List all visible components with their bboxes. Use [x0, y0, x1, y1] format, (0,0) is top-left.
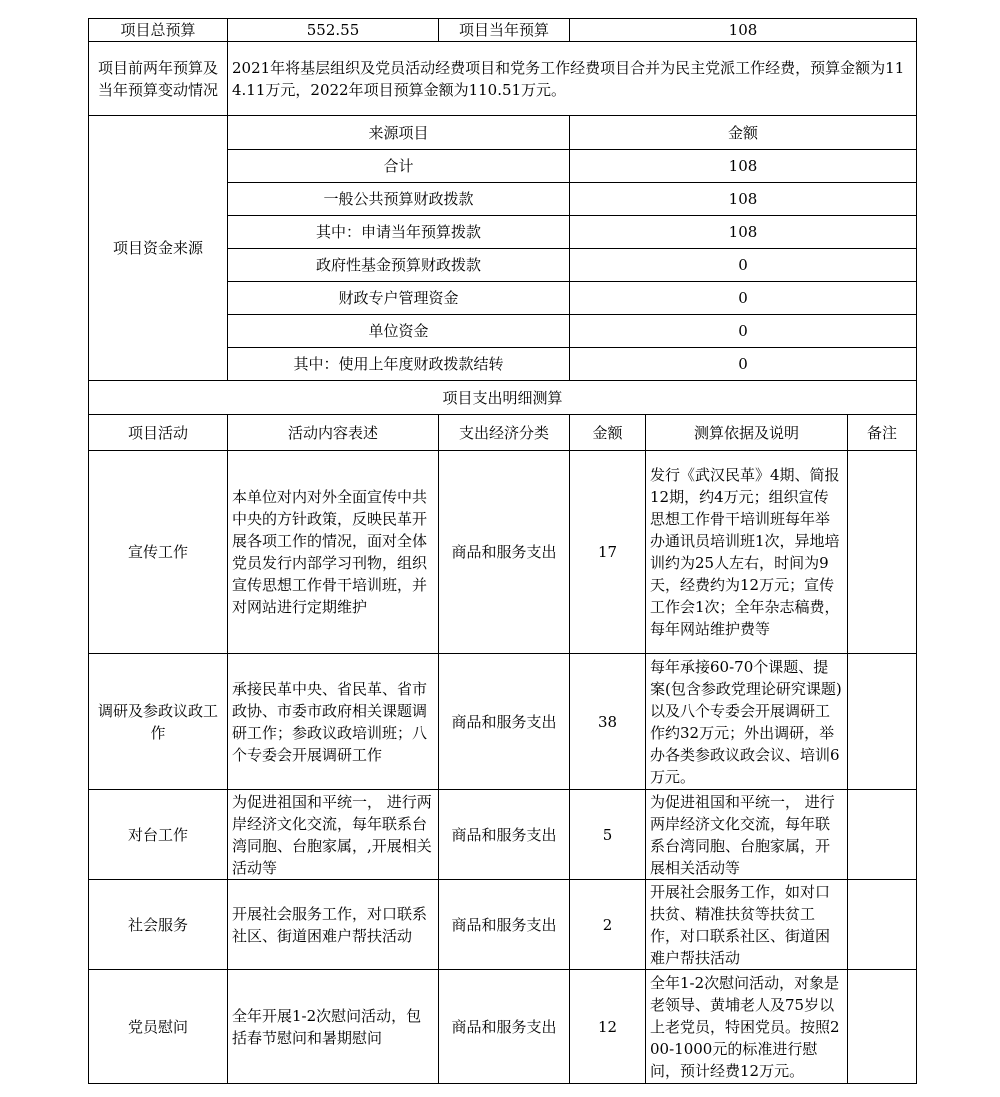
detail-title: 项目支出明细测算	[89, 381, 917, 415]
funding-amount: 108	[570, 150, 917, 183]
funding-source: 财政专户管理资金	[228, 282, 570, 315]
activity-note	[848, 451, 917, 654]
activity-category: 商品和服务支出	[439, 451, 570, 654]
activity-content: 全年开展1-2次慰问活动，包括春节慰问和暑期慰问	[228, 970, 439, 1084]
funding-source: 一般公共预算财政拨款	[228, 183, 570, 216]
funding-amount: 108	[570, 183, 917, 216]
current-budget-label: 项目当年预算	[439, 19, 570, 42]
activity-content: 为促进祖国和平统一， 进行两岸经济文化交流，每年联系台湾同胞、台胞家属，,开展相关活动等	[228, 790, 439, 880]
detail-row	[89, 451, 917, 654]
header-category: 支出经济分类	[439, 415, 570, 451]
funding-amount: 0	[570, 315, 917, 348]
funding-amount: 108	[570, 216, 917, 249]
funding-source: 政府性基金预算财政拨款	[228, 249, 570, 282]
budget-table	[88, 18, 917, 1084]
funding-header-row	[89, 116, 917, 150]
activity-basis: 开展社会服务工作，如对口扶贫、精准扶贫等扶贫工作，对口联系社区、街道困难户帮扶活动	[646, 880, 848, 970]
funding-label: 项目资金来源	[89, 116, 228, 381]
activity-basis: 为促进祖国和平统一， 进行两岸经济文化交流，每年联系台湾同胞、台胞家属，开展相关活动等	[646, 790, 848, 880]
activity-category: 商品和服务支出	[439, 654, 570, 790]
activity-note	[848, 880, 917, 970]
activity-category: 商品和服务支出	[439, 970, 570, 1084]
detail-row	[89, 790, 917, 880]
current-budget-value: 108	[570, 19, 917, 42]
activity-basis: 每年承接60-70个课题、提案(包含参政党理论研究课题)以及八个专委会开展调研工作约32万元；外出调研，举办各类参政议政会议、培训6万元。	[646, 654, 848, 790]
funding-amount: 0	[570, 348, 917, 381]
detail-header-row	[89, 415, 917, 451]
header-activity: 项目活动	[89, 415, 228, 451]
activity-amount: 2	[570, 880, 646, 970]
header-basis: 测算依据及说明	[646, 415, 848, 451]
activity-name: 调研及参政议政工作	[89, 654, 228, 790]
total-budget-value: 552.55	[228, 19, 439, 42]
funding-amount: 0	[570, 282, 917, 315]
activity-name: 党员慰问	[89, 970, 228, 1084]
activity-name: 社会服务	[89, 880, 228, 970]
activity-category: 商品和服务支出	[439, 790, 570, 880]
activity-amount: 5	[570, 790, 646, 880]
activity-basis: 发行《武汉民革》4期、简报12期，约4万元；组织宣传思想工作骨干培训班每年举办通讯员培训班1次，异地培训约为25人左右，时间为9天，经费约为12万元；宣传工作会1次；全年杂志稿费，每年网站维护费等	[646, 451, 848, 654]
header-amount: 金额	[570, 415, 646, 451]
activity-amount: 38	[570, 654, 646, 790]
total-budget-label: 项目总预算	[89, 19, 228, 42]
activity-note	[848, 970, 917, 1084]
funding-source: 其中：申请当年预算拨款	[228, 216, 570, 249]
activity-name: 宣传工作	[89, 451, 228, 654]
funding-amount: 0	[570, 249, 917, 282]
detail-row	[89, 970, 917, 1084]
activity-category: 商品和服务支出	[439, 880, 570, 970]
activity-name: 对台工作	[89, 790, 228, 880]
funding-header-amount: 金额	[570, 116, 917, 150]
change-label: 项目前两年预算及当年预算变动情况	[89, 42, 228, 116]
funding-source: 合计	[228, 150, 570, 183]
activity-amount: 12	[570, 970, 646, 1084]
activity-note	[848, 654, 917, 790]
detail-title-row	[89, 381, 917, 415]
activity-amount: 17	[570, 451, 646, 654]
summary-row	[89, 19, 917, 42]
activity-content: 开展社会服务工作，对口联系社区、街道困难户帮扶活动	[228, 880, 439, 970]
activity-content: 承接民革中央、省民革、省市政协、市委市政府相关课题调研工作；参政议政培训班；八个专委会开展调研工作	[228, 654, 439, 790]
detail-row	[89, 654, 917, 790]
change-text: 2021年将基层组织及党员活动经费项目和党务工作经费项目合并为民主党派工作经费，预算金额为114.11万元，2022年项目预算金额为110.51万元。	[228, 42, 917, 116]
funding-source: 单位资金	[228, 315, 570, 348]
funding-header-source: 来源项目	[228, 116, 570, 150]
header-content: 活动内容表述	[228, 415, 439, 451]
funding-source: 其中：使用上年度财政拨款结转	[228, 348, 570, 381]
detail-row	[89, 880, 917, 970]
change-row	[89, 42, 917, 116]
header-note: 备注	[848, 415, 917, 451]
activity-basis: 全年1-2次慰问活动，对象是老领导、黄埔老人及75岁以上老党员，特困党员。按照200-1000元的标准进行慰问，预计经费12万元。	[646, 970, 848, 1084]
activity-note	[848, 790, 917, 880]
activity-content: 本单位对内对外全面宣传中共中央的方针政策，反映民革开展各项工作的情况，面对全体党员发行内部学习刊物，组织宣传思想工作骨干培训班，并对网站进行定期维护	[228, 451, 439, 654]
